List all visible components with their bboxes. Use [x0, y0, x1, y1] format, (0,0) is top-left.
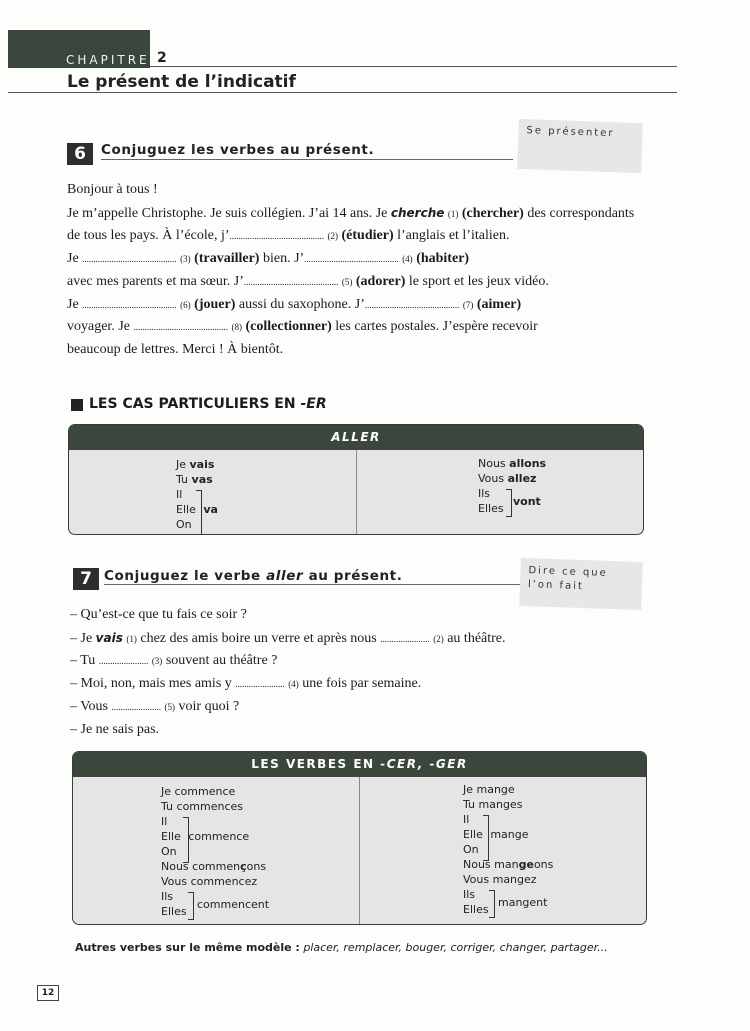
text-line: – Moi, non, mais mes amis y ...................... (4) une fois par semaine. — [70, 676, 422, 692]
text-line: voyager. Je .......................................... (8) (collectionner) les cartes postales. J’espère recevoir — [67, 319, 538, 335]
context-note — [517, 119, 643, 173]
table-title: LES VERBES EN -CER, -GER — [73, 752, 646, 777]
exercise-title: Conjuguez le verbe aller au présent. — [104, 568, 403, 584]
manger-plural-form: mangent — [498, 896, 548, 909]
exercise-7-text — [70, 604, 670, 741]
brace — [183, 817, 189, 863]
text-line: – Qu’est-ce que tu fais ce soir ? — [70, 607, 247, 622]
blank[interactable]: .......................................... — [133, 322, 228, 333]
context-note — [519, 558, 643, 610]
blank[interactable]: .......................................... — [243, 276, 339, 287]
exercise-number: 6 — [67, 143, 93, 165]
chapter-number: 2 — [157, 50, 167, 66]
divider — [150, 66, 677, 67]
text-line: – Tu ...................... (3) souvent au théâtre ? — [70, 653, 278, 669]
cer-ger-conjugation-table — [72, 751, 647, 925]
brace — [196, 490, 202, 535]
column-divider — [356, 450, 357, 534]
page-number: 12 — [37, 985, 59, 1001]
blank[interactable]: ...................... — [380, 633, 430, 644]
chapter-label: CHAPITRE — [66, 53, 150, 67]
aller-conjugation-table — [68, 424, 644, 535]
section-bullet — [71, 399, 83, 411]
brace — [506, 489, 512, 517]
text-line: Je .......................................... (3) (travailler) bien. J’.......................................... (4) (habiter) — [67, 251, 470, 267]
brace — [483, 815, 489, 861]
text-line: avec mes parents et ma sœur. J’.......................................... (5) (adorer) le sport et les jeux vidéo. — [67, 273, 549, 289]
aller-singular: Je vais Tu vas Il Elle va On — [176, 458, 218, 531]
blank[interactable]: .......................................... — [229, 231, 325, 242]
context-note-text: Se présenter — [526, 125, 615, 140]
brace — [188, 892, 194, 920]
blank[interactable]: ...................... — [235, 679, 285, 690]
commencer-plural-form: commencent — [197, 898, 270, 911]
text-line: Bonjour à tous ! — [67, 182, 158, 197]
text-line: – Je vais (1) chez des amis boire un verre et après nous ...................... (2) au théâtre. — [70, 630, 506, 646]
context-note-text: Dire ce que l’on fait — [527, 565, 608, 593]
divider — [104, 584, 520, 585]
text-line: Je m’appelle Christophe. Je suis collégien. J’ai 14 ans. Je cherche (1) (chercher) des correspondants — [67, 205, 635, 221]
exercise-title: Conjuguez les verbes au présent. — [101, 142, 375, 158]
blank[interactable]: .......................................... — [82, 254, 177, 265]
footer-note: Autres verbes sur le même modèle : placer, remplacer, bouger, corriger, changer, partager... — [75, 941, 608, 954]
text-line: – Vous ...................... (5) voir quoi ? — [70, 698, 240, 714]
text-line: beaucoup de lettres. Merci ! À bientôt. — [67, 341, 284, 357]
chapter-title: Le présent de l’indicatif — [67, 72, 296, 92]
commencer-conjugation: Je commence Tu commences Il Elle commence On Nous commençons Vous commencez Ils Elles — [161, 785, 267, 918]
divider — [8, 92, 677, 93]
brace — [489, 890, 495, 918]
text-line: Je .......................................... (6) (jouer) aussi du saxophone. J’.......................................... (7) (aimer) — [67, 296, 522, 312]
blank[interactable]: .......................................... — [304, 254, 399, 265]
exercise-number: 7 — [73, 568, 99, 590]
aller-plural-form: vont — [513, 495, 541, 508]
text-line: – Je ne sais pas. — [70, 721, 160, 737]
text-line: de tous les pays. À l’école, j’.......................................... (2) (étudier) l’anglais et l’italien. — [67, 228, 510, 244]
table-title: ALLER — [69, 425, 643, 450]
section-title: LES CAS PARTICULIERS EN -ER — [89, 396, 327, 412]
divider — [101, 159, 513, 160]
blank[interactable]: .......................................... — [82, 299, 177, 310]
blank[interactable]: ...................... — [98, 656, 149, 667]
blank[interactable]: .......................................... — [364, 299, 460, 310]
column-divider — [359, 777, 360, 924]
blank[interactable]: ...................... — [111, 701, 162, 712]
manger-conjugation: Je mange Tu manges Il Elle mange On Nous mangeons Vous mangez Ils Elles — [463, 783, 554, 916]
aller-plural: Nous allons Vous allez Ils Elles — [478, 457, 547, 515]
exercise-6-text — [67, 179, 667, 362]
